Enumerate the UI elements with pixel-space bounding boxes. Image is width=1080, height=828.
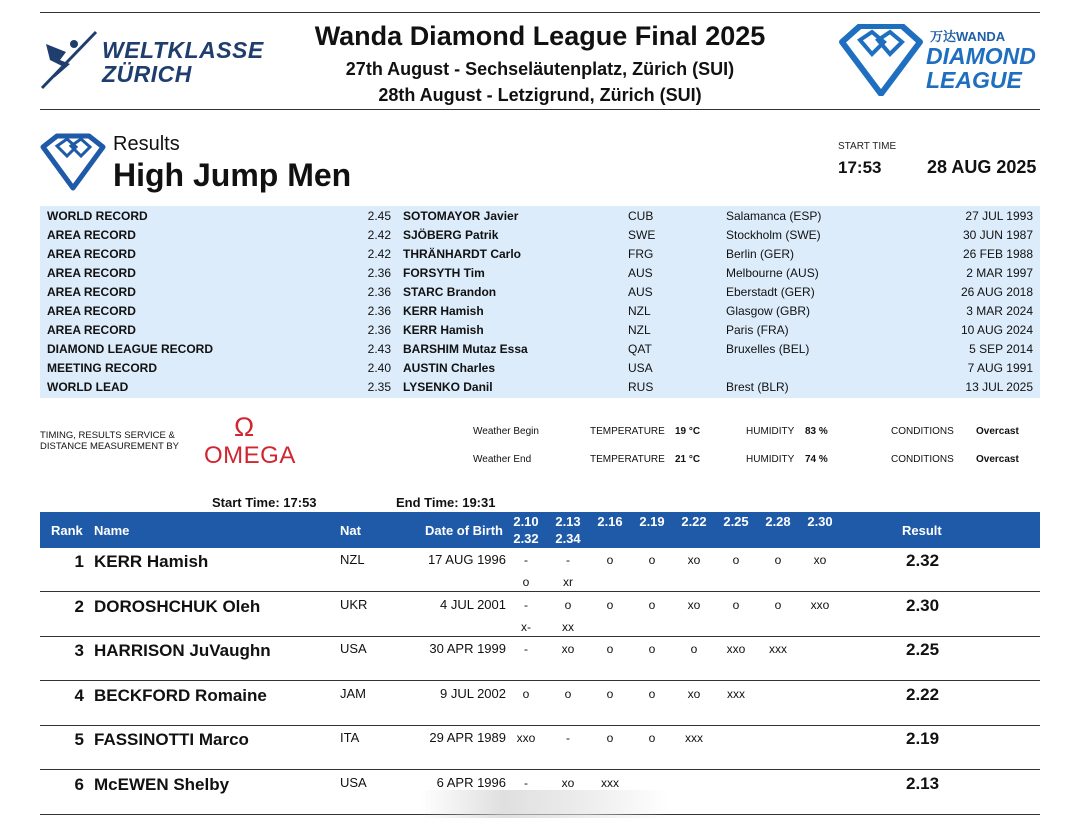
attempt-cell: - xyxy=(566,553,570,567)
attempt-cell: o xyxy=(564,597,572,612)
timing-credit xyxy=(40,430,200,452)
nat-cell: ITA xyxy=(340,730,360,745)
records-table xyxy=(40,206,1040,398)
nat-cell: NZL xyxy=(340,552,365,567)
header-height: 2.25 xyxy=(723,514,749,529)
rank-cell: 2 xyxy=(74,596,84,616)
attempt-cell: xxx xyxy=(601,775,619,790)
record-nat: NZL xyxy=(628,304,651,318)
record-mark: 2.43 xyxy=(367,342,391,356)
header-height: 2.34 xyxy=(555,531,581,546)
record-athlete: LYSENKO Danil xyxy=(403,380,493,394)
dob-cell: 4 JUL 2001 xyxy=(439,596,506,612)
athlete-name: HARRISON JuVaughn xyxy=(94,641,271,660)
diamond-league-logo xyxy=(838,24,1048,98)
attempt-cell: xxx xyxy=(685,731,703,745)
record-date: 3 MAR 2024 xyxy=(966,304,1033,318)
record-date: 26 FEB 1988 xyxy=(962,247,1033,261)
attempt-cell: o xyxy=(606,642,614,656)
record-mark: 2.42 xyxy=(367,247,391,261)
event-date: 28 AUG 2025 xyxy=(927,157,1037,177)
header-height: 2.16 xyxy=(597,514,623,529)
nat-cell: JAM xyxy=(340,685,366,701)
conditions-label: CONDITIONS xyxy=(891,426,954,437)
record-venue: Brest (BLR) xyxy=(726,380,789,394)
rank-cell: 5 xyxy=(74,730,84,749)
record-mark: 2.40 xyxy=(367,361,391,375)
weather-label: Weather End xyxy=(473,454,532,465)
temperature-label: TEMPERATURE xyxy=(590,454,665,465)
weltklasse-text: WELTKLASSE xyxy=(102,37,264,63)
nat-cell: UKR xyxy=(340,596,368,612)
record-nat: RUS xyxy=(628,380,654,394)
conditions-value: Overcast xyxy=(976,426,1019,437)
record-date: 13 JUL 2025 xyxy=(965,380,1033,394)
omega-wordmark: OMEGA xyxy=(204,442,296,469)
attempt-cell: - xyxy=(566,731,570,745)
results-label: Results xyxy=(113,133,180,155)
start-time-label: START TIME xyxy=(838,141,897,152)
result-cell: 2.30 xyxy=(906,595,940,615)
meeting-title: Wanda Diamond League Final 2025 xyxy=(314,21,766,51)
record-athlete: AUSTIN Charles xyxy=(403,361,496,375)
header-name: Name xyxy=(94,523,130,538)
conditions-label: CONDITIONS xyxy=(891,454,954,465)
dob-cell: 29 APR 1989 xyxy=(429,730,506,745)
record-row xyxy=(40,207,1040,226)
record-mark: 2.36 xyxy=(367,266,391,280)
attempt-cell: xxx xyxy=(727,686,745,701)
record-nat: NZL xyxy=(628,323,651,337)
header-height: 2.32 xyxy=(513,531,539,546)
table-row xyxy=(40,637,1040,681)
record-row xyxy=(40,302,1040,321)
watermark-overlay xyxy=(420,790,670,818)
record-athlete: STARC Brandon xyxy=(403,285,497,299)
attempt-cell: xxo xyxy=(726,642,746,656)
end-time: End Time: 19:31 xyxy=(396,495,496,510)
record-row xyxy=(40,264,1040,283)
rank-cell: 6 xyxy=(74,774,84,794)
attempt-cell: xxx xyxy=(769,642,787,656)
record-type: AREA RECORD xyxy=(47,247,136,261)
dob-cell: 17 AUG 1996 xyxy=(427,552,506,567)
record-venue: Stockholm (SWE) xyxy=(726,228,821,242)
wanda-brand-text: 万达WANDA xyxy=(930,29,1006,44)
record-row xyxy=(40,226,1040,245)
attempt-cell: xo xyxy=(687,553,701,567)
record-type: AREA RECORD xyxy=(47,228,136,242)
attempt-cell: xo xyxy=(687,597,701,612)
temperature-value: 19 °C xyxy=(675,426,701,437)
header-height: 2.13 xyxy=(555,514,581,529)
record-venue: Glasgow (GBR) xyxy=(726,304,811,318)
attempt-cell: - xyxy=(524,642,528,656)
header-height: 2.28 xyxy=(765,514,791,529)
attempt-cell: o xyxy=(648,642,656,656)
results-table-header xyxy=(40,512,1040,548)
header-nat: Nat xyxy=(340,523,361,538)
record-athlete: BARSHIM Mutaz Essa xyxy=(403,342,528,356)
result-cell: 2.25 xyxy=(906,640,940,659)
header-dob: Date of Birth xyxy=(425,523,503,538)
weltklasse-zurich-logo xyxy=(40,30,280,92)
record-mark: 2.36 xyxy=(367,285,391,299)
attempt-cell: xo xyxy=(561,775,575,790)
attempt-cell: o xyxy=(564,686,572,701)
record-row xyxy=(40,283,1040,302)
record-venue: Bruxelles (BEL) xyxy=(726,342,810,356)
timing-credit-line-2: DISTANCE MEASUREMENT BY xyxy=(40,441,180,452)
record-nat: QAT xyxy=(628,342,652,356)
temperature-label: TEMPERATURE xyxy=(590,426,665,437)
attempt-cell: o xyxy=(648,553,656,567)
result-cell: 2.13 xyxy=(906,773,940,793)
header-height: 2.30 xyxy=(807,514,833,529)
record-nat: FRG xyxy=(628,247,654,261)
attempt-cell: - xyxy=(524,597,528,612)
attempt-cell: x- xyxy=(521,619,531,634)
attempt-cell: o xyxy=(648,597,656,612)
attempt-cell: o xyxy=(732,597,740,612)
record-date: 5 SEP 2014 xyxy=(969,342,1033,356)
table-row xyxy=(40,593,1040,637)
record-date: 26 AUG 2018 xyxy=(960,285,1033,299)
record-type: AREA RECORD xyxy=(47,285,136,299)
diamond-results-icon xyxy=(40,133,106,191)
record-date: 27 JUL 1993 xyxy=(965,209,1033,223)
result-cell: 2.22 xyxy=(906,684,940,704)
header-height: 2.19 xyxy=(639,514,665,529)
zurich-text: ZÜRICH xyxy=(102,61,192,87)
humidity-label: HUMIDITY xyxy=(746,454,795,465)
dob-cell: 6 APR 1996 xyxy=(436,774,506,790)
record-type: WORLD LEAD xyxy=(47,380,129,394)
attempt-cell: xxo xyxy=(516,731,536,745)
diamond-text: DIAMOND xyxy=(926,43,1036,69)
record-athlete: KERR Hamish xyxy=(403,323,484,337)
record-athlete: THRÄNHARDT Carlo xyxy=(403,247,521,261)
record-venue: Berlin (GER) xyxy=(726,247,795,261)
attempt-cell: o xyxy=(606,553,614,567)
attempt-cell: o xyxy=(690,642,698,656)
record-mark: 2.36 xyxy=(367,304,391,318)
attempt-cell: xo xyxy=(561,642,575,656)
rank-cell: 1 xyxy=(74,552,84,571)
attempt-cell: xxo xyxy=(810,597,830,612)
record-date: 7 AUG 1991 xyxy=(967,361,1033,375)
event-title: High Jump Men xyxy=(113,157,352,193)
record-mark: 2.35 xyxy=(367,380,391,394)
attempt-cell: o xyxy=(606,686,614,701)
record-nat: CUB xyxy=(628,209,654,223)
record-mark: 2.45 xyxy=(367,209,391,223)
record-athlete: SOTOMAYOR Javier xyxy=(403,209,519,223)
record-venue: Melbourne (AUS) xyxy=(726,266,819,280)
attempt-cell: o xyxy=(732,553,740,567)
header-height: 2.10 xyxy=(513,514,539,529)
result-cell: 2.32 xyxy=(906,551,940,570)
dob-cell: 9 JUL 2002 xyxy=(439,685,506,701)
attempt-cell: o xyxy=(648,686,656,701)
omega-symbol-icon: Ω xyxy=(234,412,255,442)
dob-cell: 30 APR 1999 xyxy=(429,641,506,656)
record-row xyxy=(40,378,1040,397)
athlete-name: DOROSHCHUK Oleh xyxy=(94,596,261,616)
header-height: 2.22 xyxy=(681,514,707,529)
humidity-value: 83 % xyxy=(805,426,828,437)
meeting-subtitle-1: 27th August - Sechseläutenplatz, Zürich (SUI) xyxy=(345,59,735,79)
athlete-name: FASSINOTTI Marco xyxy=(94,730,249,749)
attempt-cell: o xyxy=(648,731,656,745)
athlete-name: BECKFORD Romaine xyxy=(94,685,267,705)
record-row xyxy=(40,321,1040,340)
record-date: 30 JUN 1987 xyxy=(962,228,1033,242)
record-type: AREA RECORD xyxy=(47,266,136,280)
league-text: LEAGUE xyxy=(926,67,1022,93)
start-time: Start Time: 17:53 xyxy=(212,495,317,510)
record-athlete: SJÖBERG Patrik xyxy=(403,228,499,242)
record-nat: SWE xyxy=(628,228,656,242)
record-type: AREA RECORD xyxy=(47,323,136,337)
diamond-icon xyxy=(838,24,924,96)
record-date: 10 AUG 2024 xyxy=(960,323,1033,337)
conditions-value: Overcast xyxy=(976,454,1019,465)
temperature-value: 21 °C xyxy=(675,454,701,465)
record-type: WORLD RECORD xyxy=(47,209,148,223)
attempt-cell: - xyxy=(524,775,528,790)
rank-cell: 3 xyxy=(74,641,84,660)
header-result: Result xyxy=(902,523,942,538)
start-time-value: 17:53 xyxy=(838,158,882,177)
record-row xyxy=(40,359,1040,378)
rank-cell: 4 xyxy=(74,685,84,705)
timing-credit-line-1: TIMING, RESULTS SERVICE & xyxy=(40,430,175,441)
attempt-cell: o xyxy=(606,597,614,612)
table-row xyxy=(40,726,1040,770)
attempt-cell: o xyxy=(774,597,782,612)
athlete-name: McEWEN Shelby xyxy=(94,774,230,794)
attempt-cell: - xyxy=(524,553,528,567)
attempt-cell: o xyxy=(606,731,614,745)
record-athlete: FORSYTH Tim xyxy=(403,266,485,280)
record-row xyxy=(40,340,1040,359)
header-rank: Rank xyxy=(51,523,83,538)
record-nat: AUS xyxy=(628,266,653,280)
top-rule xyxy=(40,12,1040,13)
attempt-cell: xo xyxy=(687,686,701,701)
omega-logo xyxy=(200,414,310,470)
result-cell: 2.19 xyxy=(906,729,940,748)
record-mark: 2.42 xyxy=(367,228,391,242)
weather-label: Weather Begin xyxy=(473,426,539,437)
record-type: AREA RECORD xyxy=(47,304,136,318)
javelin-thrower-icon xyxy=(40,30,100,92)
record-nat: USA xyxy=(628,361,653,375)
record-venue: Paris (FRA) xyxy=(726,323,789,337)
nat-cell: USA xyxy=(340,774,367,790)
nat-cell: USA xyxy=(340,641,367,656)
record-nat: AUS xyxy=(628,285,653,299)
record-mark: 2.36 xyxy=(367,323,391,337)
attempt-cell: xo xyxy=(813,553,827,567)
humidity-value: 74 % xyxy=(805,454,828,465)
record-venue: Salamanca (ESP) xyxy=(726,209,822,223)
record-date: 2 MAR 1997 xyxy=(966,266,1033,280)
attempt-cell: o xyxy=(522,575,530,589)
record-type: DIAMOND LEAGUE RECORD xyxy=(47,342,214,356)
attempt-cell: xr xyxy=(563,575,573,589)
record-row xyxy=(40,245,1040,264)
attempt-cell: o xyxy=(774,553,782,567)
table-row xyxy=(40,682,1040,726)
record-type: MEETING RECORD xyxy=(47,361,158,375)
record-athlete: KERR Hamish xyxy=(403,304,484,318)
humidity-label: HUMIDITY xyxy=(746,426,795,437)
meeting-subtitle-2: 28th August - Letzigrund, Zürich (SUI) xyxy=(378,85,702,105)
record-venue: Eberstadt (GER) xyxy=(726,285,815,299)
athlete-name: KERR Hamish xyxy=(94,552,209,571)
attempt-cell: o xyxy=(522,686,530,701)
attempt-cell: xx xyxy=(562,619,574,634)
header-rule xyxy=(40,109,1040,110)
table-row xyxy=(40,548,1040,592)
